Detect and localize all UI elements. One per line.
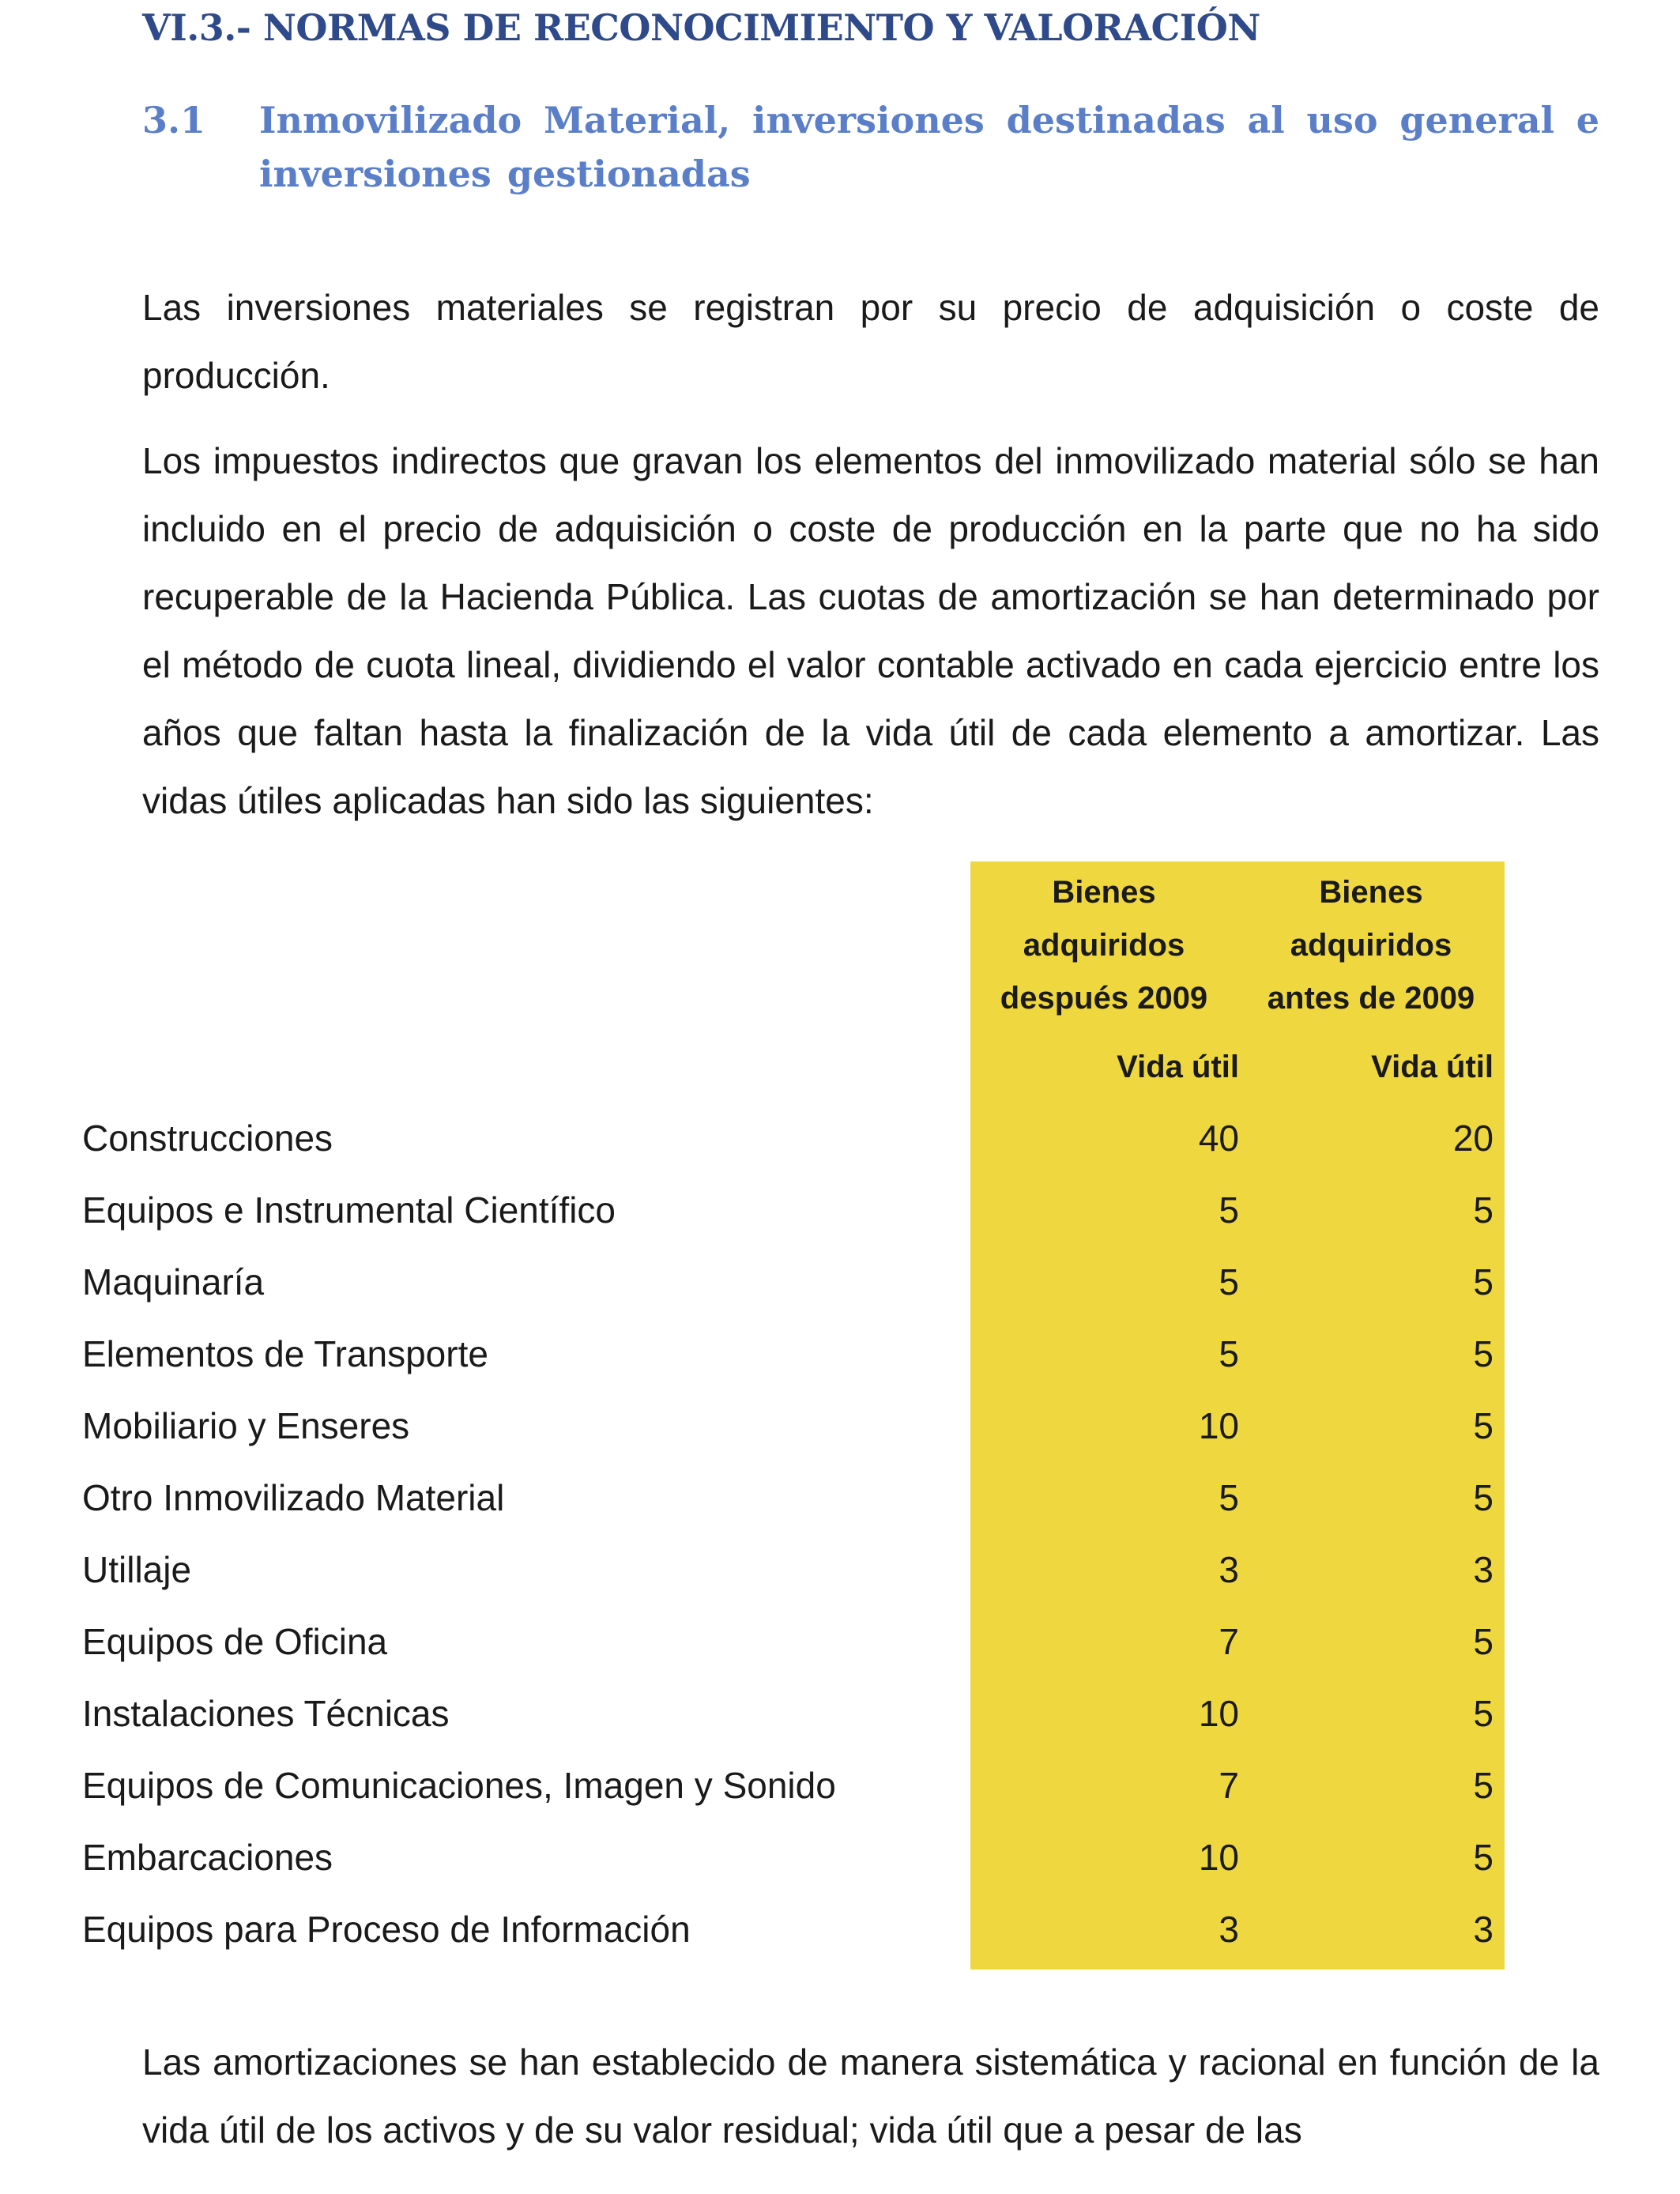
useful-life-after-2009: 5 xyxy=(1219,1477,1239,1518)
column-header-line: Bienes xyxy=(1319,875,1423,910)
useful-life-before-2009: 5 xyxy=(1473,1621,1494,1662)
useful-life-after-2009: 5 xyxy=(1219,1333,1239,1374)
useful-life-after-2009: 10 xyxy=(1198,1837,1239,1878)
useful-life-before-2009: 3 xyxy=(1473,1909,1494,1950)
row-label: Embarcaciones xyxy=(82,1837,333,1878)
column-header-after-2009 xyxy=(970,866,1237,1025)
paragraph-amortization: Las amortizaciones se han establecido de manera sistemática y racional en función de la vida útil de los activos y de su valor residual; vida útil que a pesar de las xyxy=(142,2041,1599,2151)
subheader-useful-life-after: Vida útil xyxy=(1117,1050,1239,1084)
table-row xyxy=(0,1246,1680,1318)
paragraph-depreciation: Los impuestos indirectos que gravan los elementos del inmovilizado material sólo se han incluido en el precio de adquisición o coste de producción en la parte que no ha sido recuperable de la Hacienda Pública. Las cuotas de amortización se han determinado por el método de cuota lineal, dividiendo el valor contable activado en cada ejercicio entre los años que faltan hasta la finalización de la vida útil de cada elemento a amortizar. Las vidas útiles aplicadas han sido las siguientes: xyxy=(142,440,1599,821)
table-row xyxy=(0,1894,1680,1966)
useful-life-after-2009: 5 xyxy=(1219,1189,1239,1231)
useful-life-before-2009: 5 xyxy=(1473,1333,1494,1374)
useful-life-after-2009: 40 xyxy=(1198,1118,1239,1159)
table-row xyxy=(0,1606,1680,1678)
table-row xyxy=(0,1174,1680,1246)
row-label: Mobiliario y Enseres xyxy=(82,1405,410,1446)
column-header-line: adquiridos xyxy=(1290,928,1452,963)
useful-life-before-2009: 3 xyxy=(1473,1549,1494,1590)
useful-life-after-2009: 5 xyxy=(1219,1261,1239,1302)
useful-life-after-2009: 7 xyxy=(1219,1765,1239,1806)
useful-life-before-2009: 5 xyxy=(1473,1837,1494,1878)
useful-life-after-2009: 3 xyxy=(1219,1909,1239,1950)
useful-life-before-2009: 5 xyxy=(1473,1693,1494,1734)
useful-life-before-2009: 5 xyxy=(1473,1261,1494,1302)
column-header-line: antes de 2009 xyxy=(1267,981,1475,1016)
subsection-number: 3.1 xyxy=(142,99,206,141)
row-label: Equipos de Comunicaciones, Imagen y Sonido xyxy=(82,1765,836,1806)
subsection-heading xyxy=(142,93,1599,201)
row-label: Instalaciones Técnicas xyxy=(82,1693,450,1734)
row-label: Otro Inmovilizado Material xyxy=(82,1477,505,1518)
useful-life-before-2009: 5 xyxy=(1473,1189,1494,1231)
row-label: Maquinaría xyxy=(82,1261,265,1302)
table-row xyxy=(0,1390,1680,1462)
table-row xyxy=(0,1462,1680,1534)
row-label: Equipos e Instrumental Científico xyxy=(82,1189,616,1231)
column-header-line: Bienes xyxy=(1052,875,1156,910)
useful-life-after-2009: 7 xyxy=(1219,1621,1239,1662)
row-label: Construcciones xyxy=(82,1118,333,1159)
column-header-line: adquiridos xyxy=(1023,928,1185,963)
subsection-title: Inmovilizado Material, inversiones destinadas al uso general e inversiones gestionadas xyxy=(259,99,1599,195)
table-row xyxy=(0,1678,1680,1750)
column-header-before-2009 xyxy=(1237,866,1505,1025)
useful-life-before-2009: 5 xyxy=(1473,1477,1494,1518)
useful-life-after-2009: 10 xyxy=(1198,1693,1239,1734)
row-label: Equipos de Oficina xyxy=(82,1621,388,1662)
paragraph-intro: Las inversiones materiales se registran por su precio de adquisición o coste de producción. xyxy=(142,287,1599,396)
row-label: Elementos de Transporte xyxy=(82,1333,488,1374)
table-row xyxy=(0,1103,1680,1174)
table-row xyxy=(0,1534,1680,1606)
section-heading: VI.3.- NORMAS DE RECONOCIMIENTO Y VALORACIÓN xyxy=(142,6,1260,49)
row-label: Equipos para Proceso de Información xyxy=(82,1909,691,1950)
useful-life-before-2009: 5 xyxy=(1473,1765,1494,1806)
useful-life-before-2009: 20 xyxy=(1452,1118,1494,1159)
useful-life-table xyxy=(0,1103,1680,1966)
table-row xyxy=(0,1318,1680,1390)
table-row xyxy=(0,1750,1680,1822)
table-row xyxy=(0,1822,1680,1894)
column-header-line: después 2009 xyxy=(1000,981,1208,1016)
subheader-useful-life-before: Vida útil xyxy=(1371,1050,1494,1084)
useful-life-after-2009: 10 xyxy=(1198,1405,1239,1446)
row-label: Utillaje xyxy=(82,1549,192,1590)
useful-life-before-2009: 5 xyxy=(1473,1405,1494,1446)
useful-life-after-2009: 3 xyxy=(1219,1549,1239,1590)
